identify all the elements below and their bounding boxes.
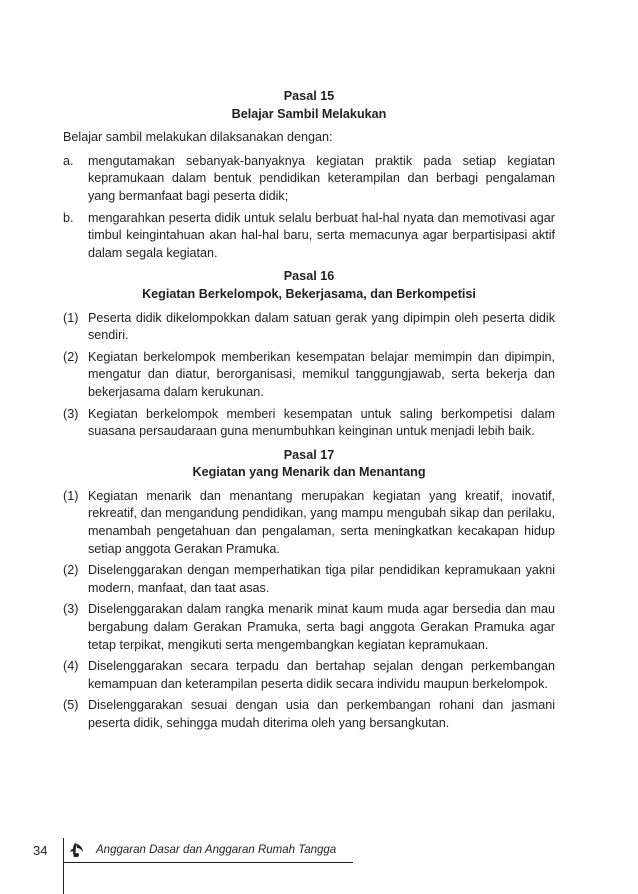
list-text: Kegiatan berkelompok memberi kesempatan untuk saling berkompetisi dalam suasana persaudaraan guna menumbuhkan keinginan untuk menjadi lebih baik. <box>88 406 555 439</box>
list-item <box>63 349 555 402</box>
list-marker: (2) <box>63 349 79 364</box>
section-list <box>63 153 555 263</box>
list-text: Diselenggarakan dengan memperhatikan tiga pilar pendidikan kepramukaan yakni modern, manfaat, dan taat asas. <box>88 563 555 595</box>
section-intro: Belajar sambil melakukan dilaksanakan dengan: <box>63 130 333 145</box>
list-marker: (1) <box>63 488 79 503</box>
list-item <box>63 406 555 441</box>
list-text: Peserta didik dikelompokkan dalam satuan gerak yang dipimpin oleh peserta didik sendiri. <box>88 310 555 343</box>
list-item <box>63 658 555 693</box>
list-marker: (1) <box>63 310 79 325</box>
list-marker: (2) <box>63 563 79 578</box>
section-heading: Belajar Sambil Melakukan <box>231 106 387 121</box>
page-footer <box>0 838 638 894</box>
footer-book-title: Anggaran Dasar dan Anggaran Rumah Tangga <box>96 844 337 856</box>
list-item <box>63 601 555 654</box>
page-number: 34 <box>33 843 48 858</box>
page-content <box>63 88 555 733</box>
list-text: Diselenggarakan secara terpadu dan bertahap sejalan dengan perkembangan kemampuan dan keterampilan peserta didik secara individu maupun berkelompok. <box>88 659 555 691</box>
section-number: Pasal 15 <box>283 89 335 103</box>
list-text: Kegiatan menarik dan menantang merupakan kegiatan yang kreatif, inovatif, rekreatif, dan mengandung pendidikan, yang mampu mengubah sikap dan perilaku, menambah pengetahuan dan pengalaman, serta meningkatkan kecakapan hidup setiap anggota Gerakan Pramuka. <box>88 488 555 556</box>
footer-horizontal-rule <box>63 862 353 863</box>
list-marker: b. <box>63 210 74 225</box>
section-list <box>63 310 555 441</box>
section-number: Pasal 16 <box>283 269 335 284</box>
list-marker: (3) <box>63 406 79 421</box>
list-text: Diselenggarakan dalam rangka menarik minat kaum muda agar bersedia dan mau bergabung dalam Gerakan Pramuka, serta bagi anggota Gerakan Pramuka agar tetap terpikat, mengikuti serta mengembangkan kegiatan kepramukaan. <box>88 602 555 652</box>
list-item <box>63 697 555 732</box>
list-item <box>63 210 555 263</box>
list-marker: a. <box>63 153 74 168</box>
list-item <box>63 562 555 597</box>
list-text: mengarahkan peserta didik untuk selalu berbuat hal-hal nyata dan memotivasi agar timbul keingintahuan akan hal-hal baru, serta memacunya agar berpartisipasi aktif dalam segala kegiatan. <box>88 210 555 260</box>
footer-vertical-rule <box>63 838 64 894</box>
pramuka-tunas-kelapa-icon <box>69 841 85 859</box>
section-list <box>63 488 555 733</box>
list-text: Kegiatan berkelompok memberikan kesempatan belajar memimpin dan dipimpin, mengatur dan diatur, berorganisasi, memikul tanggungjawab, serta bekerja dan bekerjasama dalam kerukunan. <box>88 349 555 399</box>
list-item <box>63 488 555 558</box>
list-item <box>63 153 555 206</box>
list-marker: (5) <box>63 698 79 713</box>
list-item <box>63 310 555 345</box>
section-heading: Kegiatan yang Menarik dan Menantang <box>192 465 426 480</box>
list-text: Diselenggarakan sesuai dengan usia dan perkembangan rohani dan jasmani peserta didik, sehingga mudah diterima oleh yang bersangkutan. <box>88 698 555 730</box>
list-marker: (3) <box>63 602 79 617</box>
section-heading: Kegiatan Berkelompok, Bekerjasama, dan Berkompetisi <box>142 286 476 301</box>
list-marker: (4) <box>63 659 79 674</box>
section-number: Pasal 17 <box>283 447 335 462</box>
list-text: mengutamakan sebanyak-banyaknya kegiatan praktik pada setiap kegiatan kepramukaan dalam bentuk pendidikan keterampilan dan berbagi pengalaman yang bermanfaat bagi peserta didik; <box>88 153 555 203</box>
